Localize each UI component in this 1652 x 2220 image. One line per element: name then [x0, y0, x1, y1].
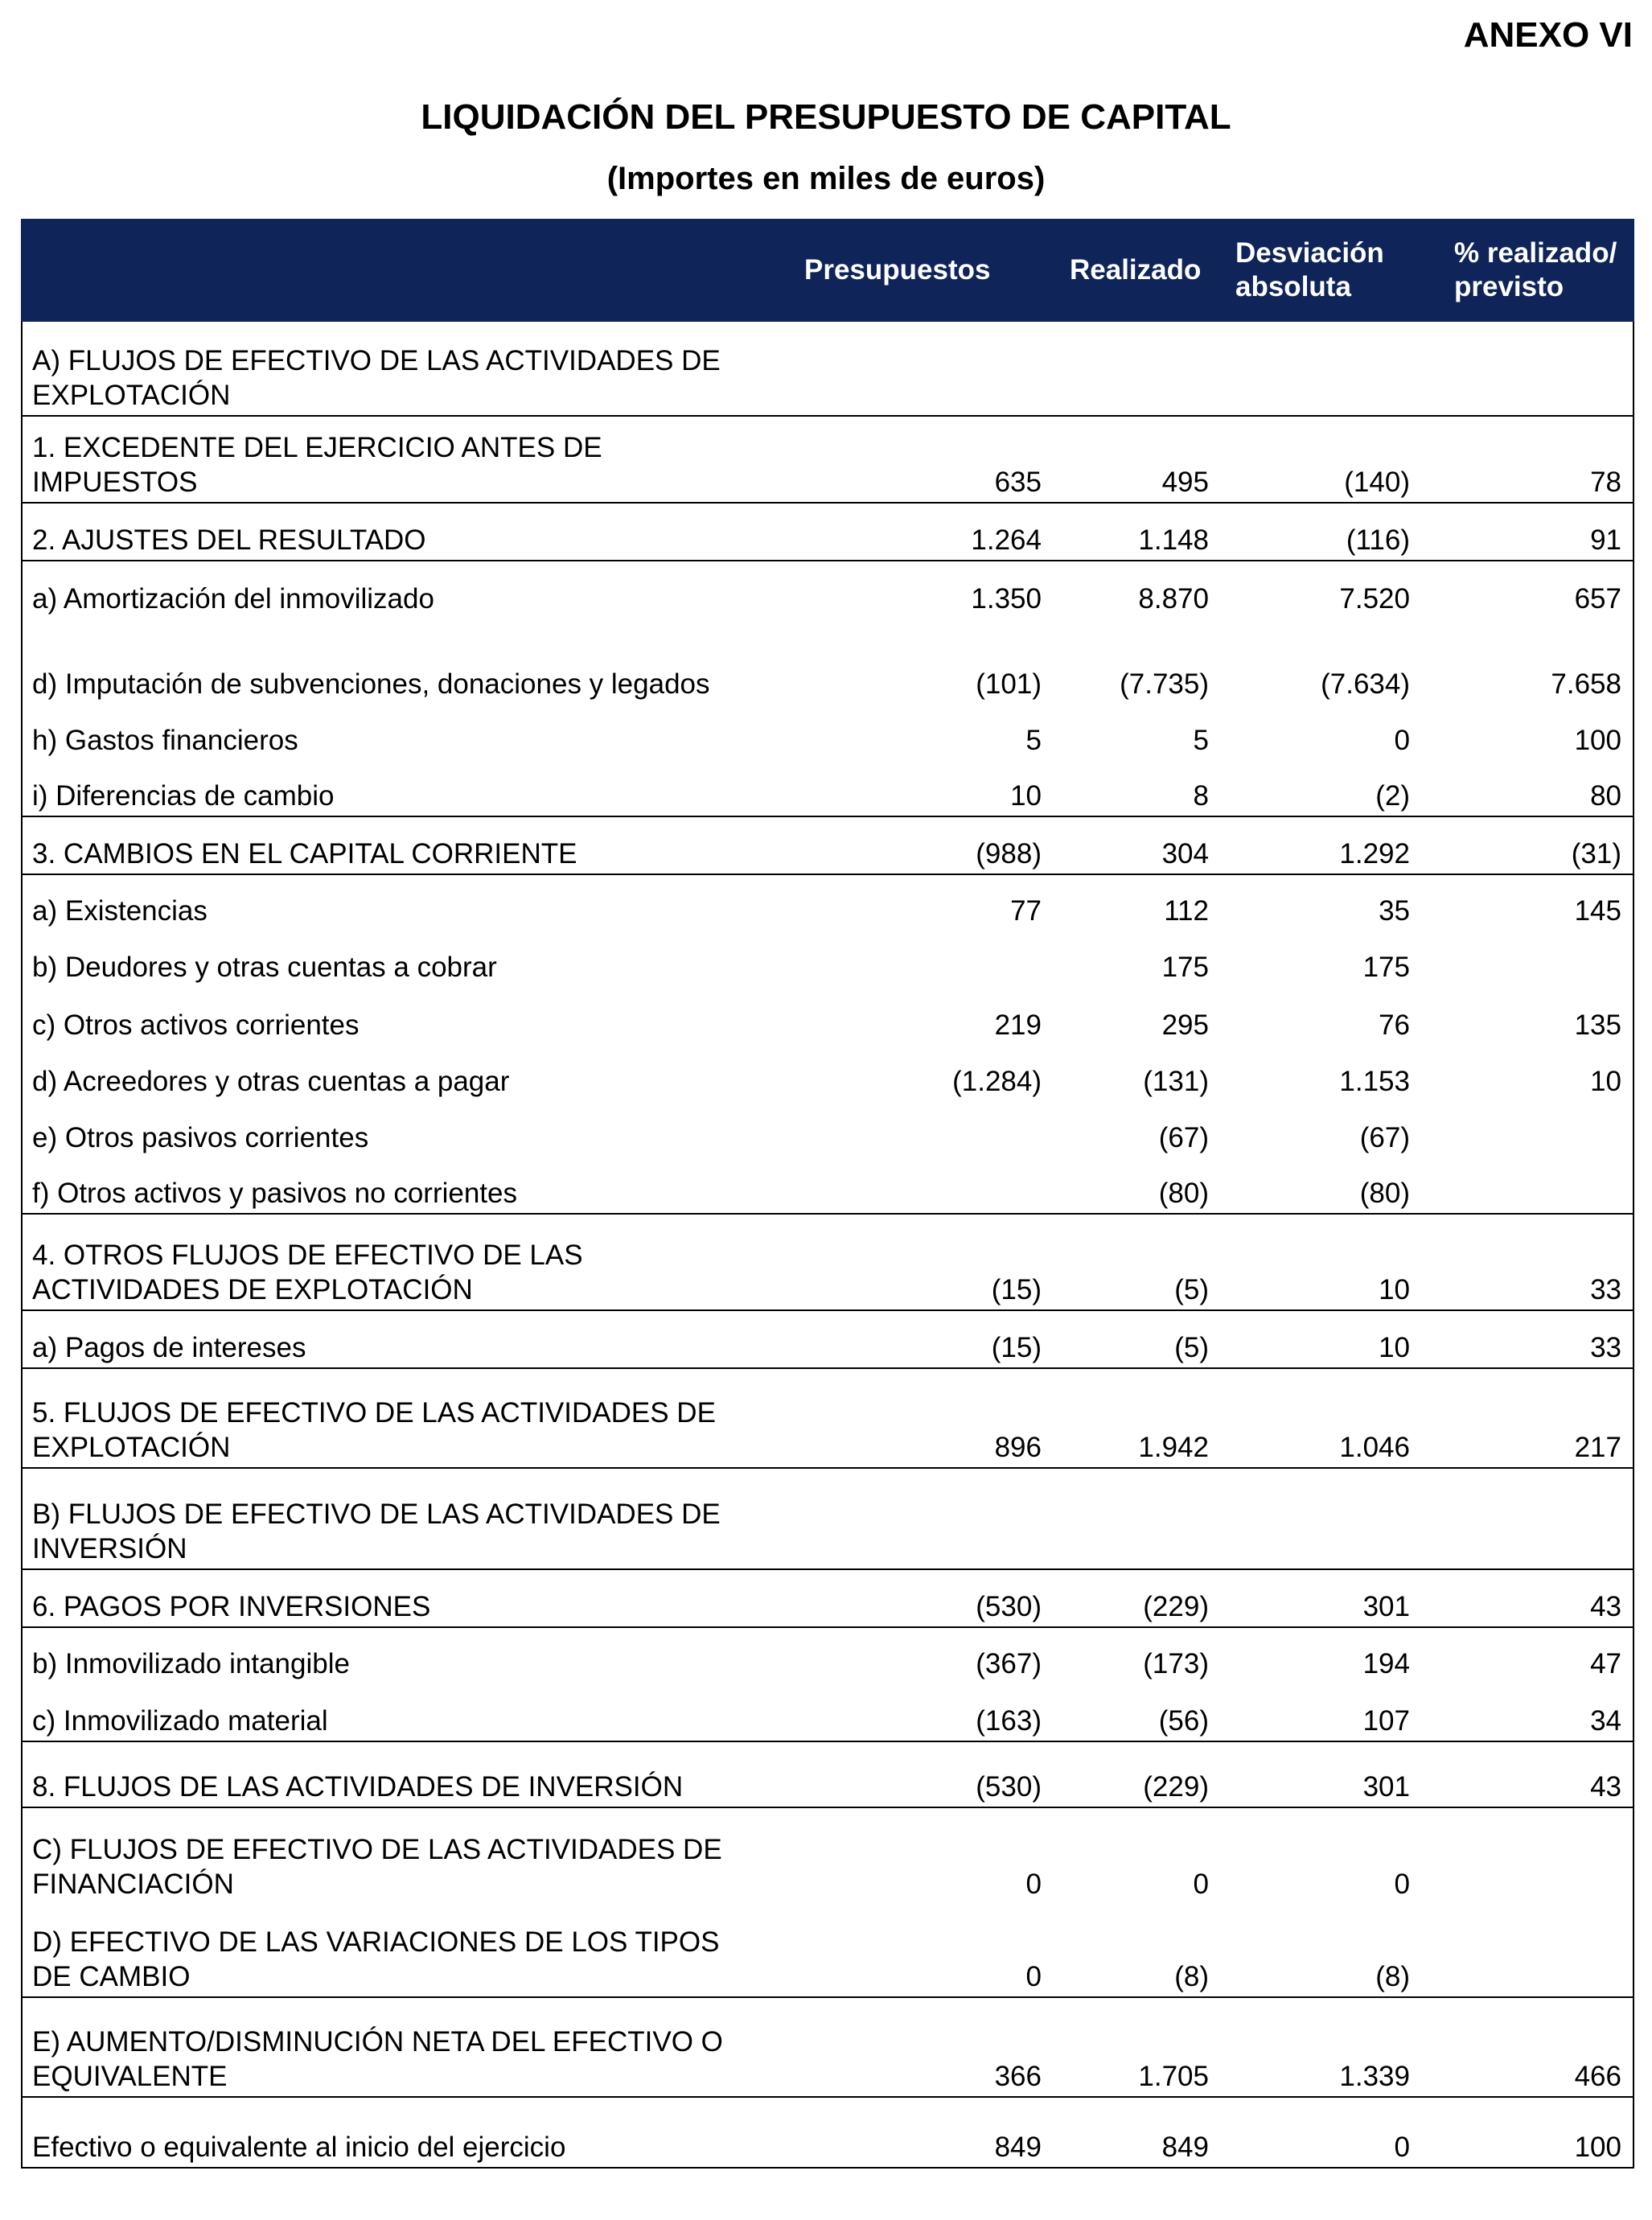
cell-realizado: 8.870	[1056, 561, 1223, 619]
table-row	[22, 416, 1634, 503]
header-realizado: Realizado	[1056, 220, 1223, 321]
cell-desviacion: 1.153	[1339, 1066, 1410, 1097]
table-row	[22, 1368, 1634, 1468]
cell-desviacion: 7.520	[1223, 561, 1437, 619]
cell-presupuestos: 635	[762, 416, 1056, 503]
cell-realizado: (67)	[1158, 1122, 1209, 1153]
cell-pct	[1437, 1468, 1634, 1569]
cell-desviacion: (80)	[1359, 1178, 1410, 1209]
cell-desviacion: (7.634)	[1321, 668, 1410, 700]
table-row	[22, 1468, 1634, 1569]
row-label: 1. EXCEDENTE DEL EJERCICIO ANTES DE IMPUESTOS	[22, 416, 762, 503]
page-subtitle: (Importes en miles de euros)	[606, 161, 1046, 196]
header-pct: % realizado/ previsto	[1437, 220, 1634, 321]
cell-desviacion: 10	[1223, 1310, 1437, 1368]
table-row	[22, 1214, 1634, 1310]
table-row	[22, 2097, 1634, 2168]
cell-presupuestos: (1.284)	[952, 1066, 1042, 1097]
table-row	[22, 931, 1634, 987]
cell-presupuestos: (988)	[762, 816, 1056, 874]
cell-desviacion	[1223, 1468, 1437, 1569]
cell-presupuestos	[762, 321, 1056, 416]
cell-pct: 7.658	[1551, 668, 1621, 700]
cell-realizado	[1056, 1468, 1223, 1569]
cell-pct: 34	[1590, 1705, 1621, 1737]
cell-presupuestos: 77	[762, 874, 1056, 931]
table-row	[22, 1807, 1634, 1904]
cell-presupuestos: (15)	[762, 1214, 1056, 1310]
row-label: 5. FLUJOS DE EFECTIVO DE LAS ACTIVIDADES DE EXPLOTACIÓN	[22, 1368, 762, 1468]
row-label: D) EFECTIVO DE LAS VARIACIONES DE LOS TIPOS DE CAMBIO	[32, 1926, 720, 1992]
cell-presupuestos: 0	[1025, 1961, 1042, 1992]
cell-pct: 80	[1590, 780, 1621, 812]
row-label: c) Inmovilizado material	[32, 1705, 328, 1737]
cell-realizado: (8)	[1174, 1961, 1209, 1992]
cell-presupuestos: 5	[1025, 725, 1042, 756]
cell-pct: 217	[1437, 1368, 1634, 1468]
cell-realizado: 1.705	[1056, 1997, 1223, 2097]
row-label: A) FLUJOS DE EFECTIVO DE LAS ACTIVIDADES DE EXPLOTACIÓN	[22, 321, 762, 416]
cell-realizado: (173)	[1056, 1627, 1223, 1684]
cell-desviacion: 1.046	[1223, 1368, 1437, 1468]
row-label: d) Acreedores y otras cuentas a pagar	[32, 1066, 510, 1097]
cell-pct: (31)	[1437, 816, 1634, 874]
cell-pct	[1437, 321, 1634, 416]
table-row	[22, 874, 1634, 931]
cell-desviacion: (140)	[1223, 416, 1437, 503]
cell-realizado: 175	[1161, 952, 1209, 983]
cell-desviacion: 0	[1223, 2097, 1437, 2168]
cell-pct: 47	[1437, 1627, 1634, 1684]
page-title: LIQUIDACIÓN DEL PRESUPUESTO DE CAPITAL	[421, 97, 1231, 137]
cell-pct: 43	[1437, 1741, 1634, 1807]
cell-pct	[1437, 1807, 1634, 1904]
cell-realizado: (80)	[1158, 1178, 1209, 1209]
cell-desviacion: 1.339	[1223, 1997, 1437, 2097]
row-label: e) Otros pasivos corrientes	[32, 1122, 369, 1153]
cell-presupuestos	[762, 1157, 1056, 1214]
header-presupuestos: Presupuestos	[762, 220, 1056, 321]
cell-pct: 91	[1437, 503, 1634, 561]
cell-desviacion: 301	[1223, 1741, 1437, 1807]
table-row	[22, 1741, 1634, 1807]
cell-desviacion: (116)	[1223, 503, 1437, 561]
cell-realizado: 5	[1193, 725, 1209, 756]
cell-pct: 33	[1437, 1310, 1634, 1368]
cell-realizado: (229)	[1056, 1569, 1223, 1627]
table-row	[22, 816, 1634, 874]
cell-desviacion: 1.292	[1223, 816, 1437, 874]
cell-realizado: 495	[1056, 416, 1223, 503]
cell-presupuestos: (367)	[762, 1627, 1056, 1684]
cell-realizado: (131)	[1143, 1066, 1209, 1097]
row-label: a) Amortización del inmovilizado	[22, 561, 762, 619]
cell-pct: 100	[1437, 2097, 1634, 2168]
cell-pct: 33	[1437, 1214, 1634, 1310]
row-label: c) Otros activos corrientes	[32, 1009, 360, 1041]
table-row	[22, 1684, 1634, 1741]
cell-presupuestos: (530)	[762, 1741, 1056, 1807]
table-row	[22, 987, 1634, 1045]
table-row	[22, 561, 1634, 619]
cell-presupuestos: (530)	[762, 1569, 1056, 1627]
table-row	[22, 760, 1634, 816]
cell-realizado: 849	[1056, 2097, 1223, 2168]
row-label: i) Diferencias de cambio	[32, 780, 335, 812]
cell-realizado: (5)	[1056, 1310, 1223, 1368]
cell-realizado: 295	[1161, 1009, 1209, 1041]
cell-presupuestos: (163)	[976, 1705, 1042, 1737]
cell-desviacion: (8)	[1375, 1961, 1410, 1992]
table-row	[22, 1157, 1634, 1214]
cell-desviacion: 107	[1362, 1705, 1410, 1737]
table-row	[22, 1627, 1634, 1684]
cell-presupuestos	[762, 1101, 1056, 1157]
cell-presupuestos: 10	[1010, 780, 1042, 812]
cell-desviacion	[1223, 321, 1437, 416]
cell-desviacion: 0	[1223, 1807, 1437, 1904]
row-label: 3. CAMBIOS EN EL CAPITAL CORRIENTE	[22, 816, 762, 874]
cell-pct: 657	[1437, 561, 1634, 619]
row-label: b) Deudores y otras cuentas a cobrar	[32, 952, 497, 983]
row-label: Efectivo o equivalente al inicio del ejercicio	[22, 2097, 762, 2168]
cell-pct: 10	[1590, 1066, 1621, 1097]
cell-presupuestos: (101)	[976, 668, 1042, 700]
table-row	[22, 1045, 1634, 1101]
cell-realizado: 0	[1056, 1807, 1223, 1904]
row-label: E) AUMENTO/DISMINUCIÓN NETA DEL EFECTIVO O EQUIVALENTE	[22, 1997, 762, 2097]
table-row	[22, 1997, 1634, 2097]
table-row	[22, 1569, 1634, 1627]
cell-pct	[1437, 1157, 1634, 1214]
cell-desviacion: 301	[1223, 1569, 1437, 1627]
cell-realizado: (56)	[1158, 1705, 1209, 1737]
cell-realizado: 1.942	[1056, 1368, 1223, 1468]
cell-presupuestos: 0	[762, 1807, 1056, 1904]
cell-desviacion: (67)	[1359, 1122, 1410, 1153]
capital-budget-table	[21, 219, 1634, 2169]
cell-pct: 145	[1437, 874, 1634, 931]
cell-realizado: 112	[1056, 874, 1223, 931]
cell-pct: 135	[1574, 1009, 1621, 1041]
cell-desviacion: 35	[1223, 874, 1437, 931]
cell-presupuestos: 1.350	[762, 561, 1056, 619]
table-row	[22, 1310, 1634, 1368]
header-label	[22, 220, 762, 321]
cell-presupuestos: 896	[762, 1368, 1056, 1468]
cell-presupuestos: 366	[762, 1997, 1056, 2097]
cell-desviacion: 76	[1379, 1009, 1410, 1041]
table-row	[22, 1904, 1634, 1997]
cell-presupuestos: 849	[762, 2097, 1056, 2168]
table-body	[22, 321, 1634, 2168]
cell-realizado	[1056, 321, 1223, 416]
row-label: 4. OTROS FLUJOS DE EFECTIVO DE LAS ACTIVIDADES DE EXPLOTACIÓN	[22, 1214, 762, 1310]
cell-pct	[1437, 1904, 1634, 1997]
row-label: h) Gastos financieros	[32, 725, 298, 756]
cell-pct: 43	[1437, 1569, 1634, 1627]
table-header-row	[22, 220, 1634, 321]
row-label: B) FLUJOS DE EFECTIVO DE LAS ACTIVIDADES DE INVERSIÓN	[22, 1468, 762, 1569]
table-row	[22, 503, 1634, 561]
cell-desviacion: 175	[1362, 952, 1410, 983]
row-label: 2. AJUSTES DEL RESULTADO	[22, 503, 762, 561]
cell-desviacion: 10	[1223, 1214, 1437, 1310]
row-label: b) Inmovilizado intangible	[22, 1627, 762, 1684]
table-row	[22, 1101, 1634, 1157]
row-label: d) Imputación de subvenciones, donaciones y legados	[32, 668, 710, 700]
cell-pct: 78	[1437, 416, 1634, 503]
cell-presupuestos: 219	[994, 1009, 1042, 1041]
cell-pct	[1437, 1101, 1634, 1157]
row-label: 6. PAGOS POR INVERSIONES	[22, 1569, 762, 1627]
table-row	[22, 704, 1634, 760]
cell-pct	[1437, 931, 1634, 987]
row-label: 8. FLUJOS DE LAS ACTIVIDADES DE INVERSIÓN	[22, 1741, 762, 1807]
cell-realizado: (5)	[1056, 1214, 1223, 1310]
annex-label: ANEXO VI	[1463, 15, 1633, 55]
row-label: C) FLUJOS DE EFECTIVO DE LAS ACTIVIDADES DE FINANCIACIÓN	[22, 1807, 762, 1904]
table-row	[22, 321, 1634, 416]
cell-presupuestos	[762, 931, 1056, 987]
cell-presupuestos: (15)	[762, 1310, 1056, 1368]
header-desviacion: Desviación absoluta	[1223, 220, 1437, 321]
row-label: a) Existencias	[22, 874, 762, 931]
cell-presupuestos	[762, 1468, 1056, 1569]
cell-realizado: (7.735)	[1120, 668, 1209, 700]
row-label: f) Otros activos y pasivos no corrientes	[32, 1178, 517, 1209]
cell-realizado: 1.148	[1056, 503, 1223, 561]
row-label: a) Pagos de intereses	[22, 1310, 762, 1368]
table-row	[22, 619, 1634, 704]
cell-desviacion: (2)	[1375, 780, 1410, 812]
cell-presupuestos: 1.264	[762, 503, 1056, 561]
cell-pct: 466	[1437, 1997, 1634, 2097]
cell-realizado: (229)	[1056, 1741, 1223, 1807]
cell-desviacion: 0	[1394, 725, 1410, 756]
cell-pct: 100	[1574, 725, 1621, 756]
cell-desviacion: 194	[1223, 1627, 1437, 1684]
cell-realizado: 8	[1193, 780, 1209, 812]
cell-realizado: 304	[1056, 816, 1223, 874]
